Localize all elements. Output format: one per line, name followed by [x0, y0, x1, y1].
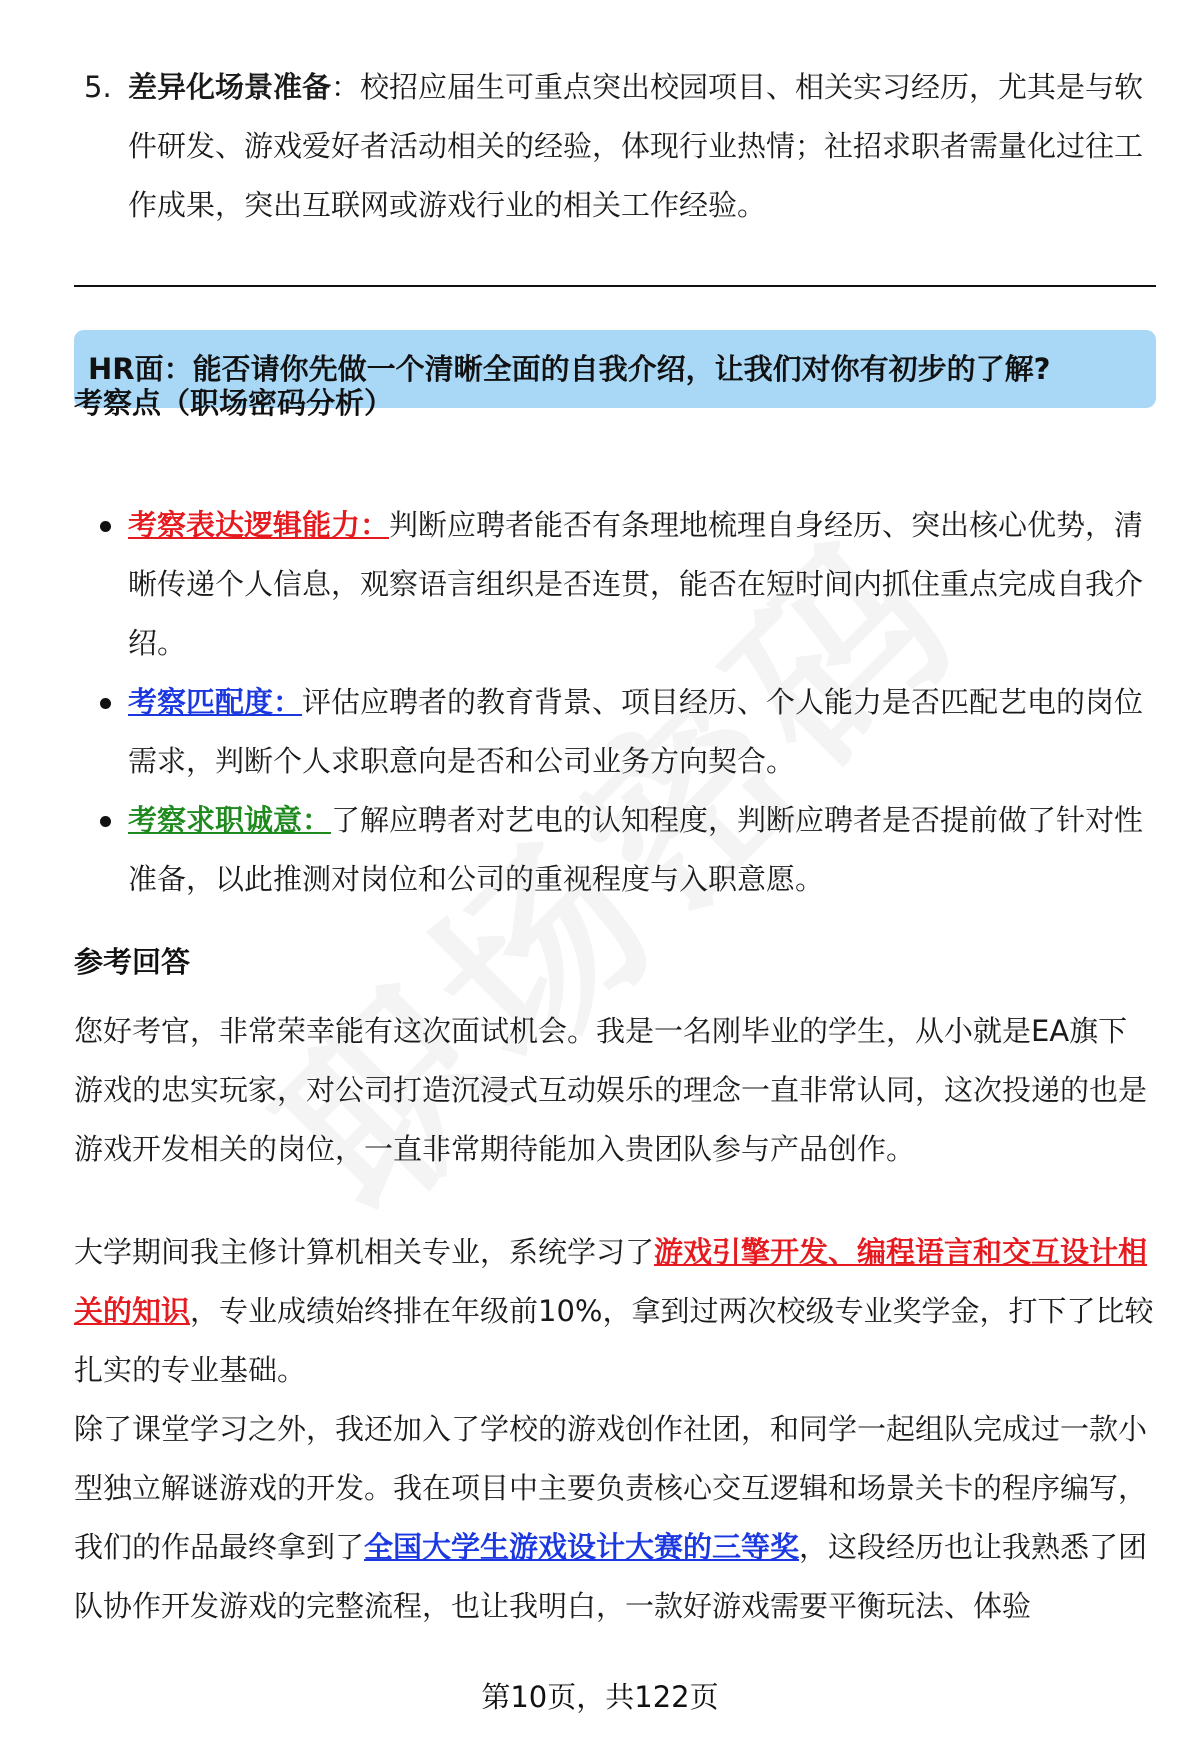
bullet-icon [100, 816, 111, 827]
analysis-heading: 考察点（职场密码分析） [74, 386, 394, 420]
paragraph-text: 大学期间我主修计算机相关专业，系统学习了 [74, 1235, 655, 1269]
item-text: ：校招应届生可重点突出校园项目、相关实习经历，尤其是与软件研发、游戏爱好者活动相关的经验，体现行业热情；社招求职者需量化过往工作成果，突出互联网或游戏行业的相关工作经验。 [128, 70, 1144, 222]
analysis-point-text: 了解应聘者对艺电的认知程度，判断应聘者是否提前做了针对性准备，以此推测对岗位和公司的重视程度与入职意愿。 [128, 803, 1144, 896]
item-title: 差异化场景准备 [128, 70, 332, 104]
item-number: 5. [84, 70, 112, 104]
horizontal-divider [74, 285, 1156, 287]
page-number: 第10页，共122页 [481, 1680, 719, 1714]
analysis-point-text: 评估应聘者的教育背景、项目经历、个人能力是否匹配艺电的岗位需求，判断个人求职意向是否和公司业务方向契合。 [128, 685, 1144, 778]
analysis-point [74, 673, 1154, 791]
answer-paragraph-2 [74, 1223, 1154, 1400]
paragraph-text: 除了课堂学习之外，我还加入了学校的游戏创作社团，和同学一起组队完成过一款小型独立解谜游戏的开发。我在项目中主要负责核心交互逻辑和场景关卡的程序编写，我们的作品最终拿到了 [74, 1412, 1148, 1564]
question-banner: HR面：能否请你先做一个清晰全面的自我介绍，让我们对你有初步的了解? [74, 330, 1156, 408]
analysis-point-text: 判断应聘者能否有条理地梳理自身经历、突出核心优势，清晰传递个人信息，观察语言组织是否连贯，能否在短时间内抓住重点完成自我介绍。 [128, 508, 1144, 660]
analysis-point-label: 考察求职诚意： [128, 803, 332, 837]
analysis-point [74, 791, 1154, 909]
numbered-item-5 [84, 58, 1144, 235]
answer-paragraph-1: 您好考官，非常荣幸能有这次面试机会。我是一名刚毕业的学生，从小就是EA旗下游戏的忠实玩家，对公司打造沉浸式互动娱乐的理念一直非常认同，这次投递的也是游戏开发相关的岗位，一直非常期待能加入贵团队参与产品创作。 [74, 1014, 1148, 1166]
analysis-point-label: 考察匹配度： [128, 685, 303, 719]
answer-paragraph-3 [74, 1400, 1154, 1636]
bullet-icon [100, 521, 111, 532]
highlight-keyphrase: 游戏引擎开发、编程语言和交互设计相关的知识 [74, 1235, 1148, 1328]
bullet-icon [100, 698, 111, 709]
item-body [128, 58, 1144, 235]
paragraph-text: ，这段经历也让我熟悉了团队协作开发游戏的完整流程，也让我明白，一款好游戏需要平衡玩法、体验 [74, 1530, 1148, 1623]
answer-heading: 参考回答 [74, 945, 191, 979]
analysis-point [74, 496, 1154, 673]
highlight-award: 全国大学生游戏设计大赛的三等奖 [364, 1530, 800, 1564]
paragraph-text: ，专业成绩始终排在年级前10%，拿到过两次校级专业奖学金，打下了比较扎实的专业基础。 [74, 1294, 1154, 1387]
analysis-list [74, 496, 1154, 909]
analysis-point-label: 考察表达逻辑能力： [128, 508, 390, 542]
